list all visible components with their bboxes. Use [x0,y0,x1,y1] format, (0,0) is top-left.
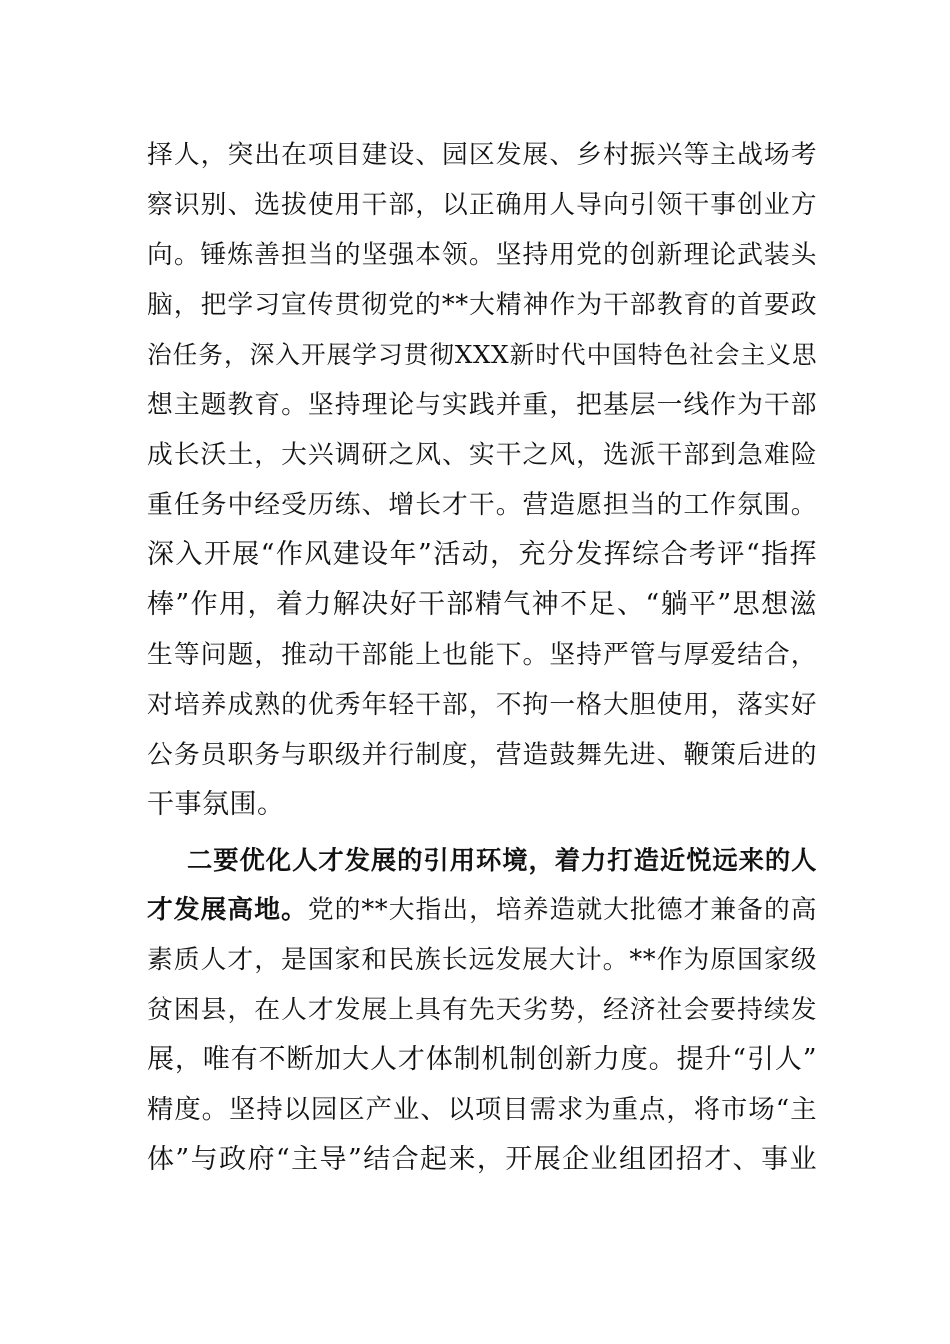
section-heading-end: 才发展高地。 [147,895,308,925]
paragraph-1-line: 对培养成熟的优秀年轻干部，不拘一格大胆使用，落实好 [147,690,817,720]
paragraph-1-line: 棒”作用，着力解决好干部精气神不足、“躺平”思想滋 [147,589,817,620]
paragraph-1-line: 择人，突出在项目建设、园区发展、乡村振兴等主战场考 [147,140,817,170]
paragraph-1-line: 成长沃土，大兴调研之风、实干之风，选派干部到急难险 [147,440,817,470]
paragraph-2-line: 体”与政府“主导”结合起来，开展企业组团招才、事业 [147,1144,817,1175]
paragraph-2-text: 党的**大指出，培养造就大批德才兼备的高 [307,895,817,925]
paragraph-1-line: 脑，把学习宣传贯彻党的**大精神作为干部教育的首要政 [147,290,817,320]
paragraph-1-line: 治任务，深入开展学习贯彻XXX新时代中国特色社会主义思 [147,340,817,369]
paragraph-2-line: 展，唯有不断加大人才体制机制创新力度。提升“引人” [147,1044,817,1075]
paragraph-2-line: 素质人才，是国家和民族长远发展大计。**作为原国家级 [147,945,817,975]
paragraph-1-line: 干事氛围。 [147,789,285,820]
paragraph-2-line: 精度。坚持以园区产业、以项目需求为重点，将市场“主 [147,1095,817,1125]
paragraph-1-line: 向。锤炼善担当的坚强本领。坚持用党的创新理论武装头 [147,240,817,270]
paragraph-2-line: 贫困县，在人才发展上具有先天劣势，经济社会要持续发 [147,995,817,1025]
paragraph-1-line: 想主题教育。坚持理论与实践并重，把基层一线作为干部 [147,390,817,420]
paragraph-1-line: 察识别、选拔使用干部，以正确用人导向引领干事创业方 [147,190,817,220]
paragraph-1-line: 深入开展“作风建设年”活动，充分发挥综合考评“指挥 [147,539,817,570]
paragraph-1-line: 公务员职务与职级并行制度，营造鼓舞先进、鞭策后进的 [147,740,817,770]
paragraph-1-line: 重任务中经受历练、增长才干。营造愿担当的工作氛围。 [147,490,817,520]
section-heading: 二要优化人才发展的引用环境，着力打造近悦远来的人 [187,845,817,875]
paragraph-2 [147,835,817,1185]
paragraph-2-line [147,885,817,935]
paragraph-1 [147,130,817,830]
paragraph-1-line: 生等问题，推动干部能上也能下。坚持严管与厚爱结合， [147,640,817,670]
